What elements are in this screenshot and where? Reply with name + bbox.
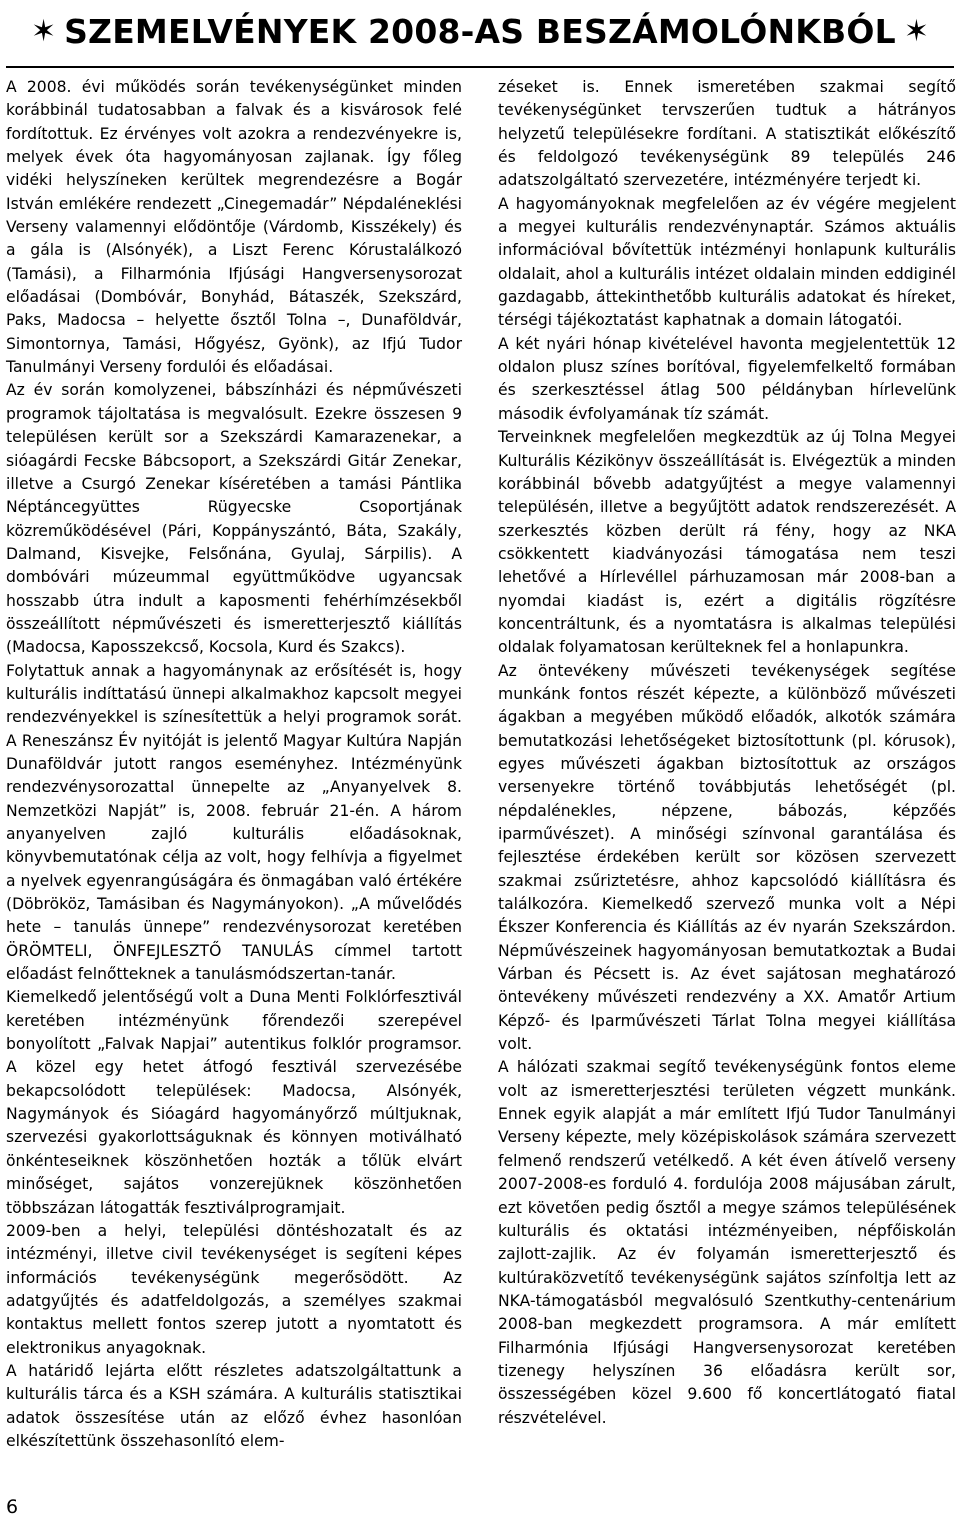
paragraph: Kiemelkedő jelentőségű volt a Duna Menti Folklórfesztivál keretében intézményünk főrendezői szerepével bonyolított „Falvak Napjai” autentikus folklór programsor. A közel egy hetet átfogó fesztivál szervezésébe bekapcsolódott települések: Madocsa, Alsónyék, Nagymányok és Sióagárd hagyományőrző múltjuknak, szervezési gyakorlottságuknak és könnyen motiválható önkénteseiknek köszönhetően hozták a tőlük elvárt minőséget, sajátos vonzerejüknek köszönhetően többszázan látogatták fesztiválprogramjait.	[6, 988, 462, 1217]
header-divider	[6, 66, 954, 68]
paragraph: A 2008. évi működés során tevékenységünket minden korábbinál tudatosabban a falvak és a kisvárosok felé fordítottuk. Ez érvényes volt azokra a rendezvényekre is, melyek évek óta hagyományosan zajlanak. Így főleg vidéki helyszíneken kerültek megrendezésre a Bogár István emlékére rendezett „Cinegemadár” Népdaléneklési Verseny valamennyi elődöntője (Várdomb, Kisszékely) és a gála is (Alsónyék), a Liszt Ferenc Kórustalálkozó (Tamási), a Filharmónia Ifjúsági Hangversenysorozat előadásai (Dombóvár, Bonyhád, Bátaszék, Szekszárd, Paks, Madocsa – helyette ősztől Tolna –, Dunaföldvár, Simontornya, Tamási, Hőgyész, Gyönk), az Ifjú Tudor Tanulmányi Verseny fordulói és előadásai.	[6, 78, 462, 377]
paragraph: Folytattuk annak a hagyománynak az erősítését is, hogy kulturális indíttatású ünnepi alkalmakhoz kapcsolt megyei rendezvényekkel is színesítettük a helyi programok sorát. A Reneszánsz Év nyitóját is jelentő Magyar Kultúra Napján Dunaföldvár jutott rangos eseményhez. Intézményünk rendezvénysorozattal ünnepelte az „Anyanyelvek 8. Nemzetközi Napját” is, 2008. február 21-én. A három anyanyelven zajló kulturális előadásoknak, könyvbemutatónak célja az volt, hogy felhívja a figyelmet a nyelvek egyenrangúságára és önmagában való értékére (Döbrököz, Tamásiban és Nagymányokon). „A művelődés hete – tanulás ünnepe” rendezvénysorozat keretében ÖRÖMTELI, ÖNFEJLESZTŐ TANULÁS címmel tartott előadást felnőtteknek a tanulásmódszertan-tanár.	[6, 661, 462, 984]
paragraph: Az öntevékeny művészeti tevékenységek segítése munkánk fontos részét képezte, a különböző művészeti ágakban a megyében működő előadók, alkotók számára bemutatkozási lehetőségeket biztosítottunk (pl. kórusok), egyes művészeti ágakban biztosítottuk az országos versenyekre történő továbbjutás lehetőségét (pl. népdalénekles, népzene, bábozás, képzőés iparművészet). A minőségi színvonal garantálása és fejlesztése érdekében került sor közösen szervezett szakmai zsűriztetésre, ahhoz kapcsolódó kiállításra és találkozóra. Kiemelkedő szervező munka volt a Népi Ékszer Konferencia és Kiállítás az év nyarán Szekszárdon. Népművészeinek hagyományosan bemutatkoztak a Budai Várban és Pécsett is. Az évet sajátosan meghatározó öntevékeny művészeti rendezvény a XX. Amatőr Artium Képző- és Iparművészeti Tárlat Tolna megyei kiállítása volt.	[498, 661, 956, 1054]
paragraph: A hálózati szakmai segítő tevékenységünk fontos eleme volt az ismeretterjesztési területen végzett munkánk. Ennek egyik alapját a már említett Ifjú Tudor Tanulmányi Verseny képezte, mely középiskolások számára szervezett felmenő rendszerű vetélkedő. A két éven átívelő verseny 2007-2008-es forduló 4. fordulója 2008 májusában zárult, ezt követően pedig ősztől a megye számos településének kulturális és oktatási intézményeiben, népfőiskolán zajlott-zajlik. Az év folyamán ismeretterjesztő és kultúraközvetítő tevékenységünk sajátos színfoltja lett az NKA-támogatásból megvalósuló Szentkuthy-centenárium 2008-ban megkezdett programsora. A már említett Filharmónia Ifjúsági Hangversenysorozat keretében tizenegy helyszínen 36 előadásra került sor, összességében közel 9.600 fő koncertlátogató fiatal részvételével.	[498, 1058, 956, 1427]
paragraph: zéseket is. Ennek ismeretében szakmai segítő tevékenységünket tervszerűen tudtuk a hátrányos helyzetű településekre fordítani. A statisztikát előkészítő és feldolgozó tevékenységünk 89 település 246 adatszolgáltató szervezetére, intézményére terjedt ki.	[498, 78, 956, 190]
paragraph: A határidő lejárta előtt részletes adatszolgáltattunk a kulturális tárca és a KSH számára. A kulturális statisztikai adatok összesítése után az előző évhez hasonlóan elkészítettünk összehasonlító elem-	[6, 1361, 462, 1450]
paragraph: 2009-ben a helyi, települési döntéshozatalt és az intézményi, illetve civil tevékenységet is segíteni képes információs tevékenységünk megerősödött. Az adatgyűjtés és adatfeldolgozás, a személyes szakmai kontaktus mellett fontos szerep jutott a nyomtatott és elektronikus anyagoknak.	[6, 1221, 462, 1357]
star-icon: ✶	[903, 13, 930, 49]
page-header	[0, 0, 960, 62]
left-column	[6, 76, 462, 1453]
page-number: 6	[6, 1496, 19, 1518]
star-icon: ✶	[30, 13, 57, 49]
paragraph: A két nyári hónap kivételével havonta megjelentettük 12 oldalon plusz színes borítóval, figyelemfelkeltő formában és szerkesztéssel átlag 500 példányban hírlevelünk második évfolyamának tíz számát.	[498, 334, 956, 423]
paragraph: Terveinknek megfelelően megkezdtük az új Tolna Megyei Kulturális Kézikönyv összeállítását is. Elvégeztük a minden korábbinál bővebb adatgyűjtést a megye valamennyi településén, illetve a begyűjtött adatok rendszerezését. A szerkesztés közben derült rá fény, hogy az NKA csökkentett kiadványozási támogatása nem teszi lehetővé a Hírlevéllel párhuzamosan már 2008-ban a nyomdai kiadást is, ezért a digitális rögzítésre koncentráltunk, és a nyomtatásra is alkalmas települési oldalak folyamatosan kerülteknek fel a honlapunkra.	[498, 428, 956, 657]
paragraph: Az év során komolyzenei, bábszínházi és népművészeti programok tájoltatása is megvalósult. Ezekre összesen 9 településen került sor a Szekszárdi Kamarazenekar, a sióagárdi Fecske Bábcsoport, a Szekszárdi Gitár Zenekar, illetve a Csurgó Zenekar kíséretében a tamási Pántlika Néptáncegyüttes Rügyecske Csoportjának közreműködésével (Pári, Koppányszántó, Báta, Szakály, Dalmand, Kisvejke, Felsőnána, Gyulaj, Sárpilis). A dombóvári múzeummal együttműködve ugyancsak hosszabb útra indult a kaposmenti fehérhímzésekből összeállított népművészeti és ismeretterjesztő kiállítás (Madocsa, Kaposszekcső, Kocsola, Kurd és Szakcs).	[6, 381, 462, 657]
page-title: SZEMELVÉNYEK 2008-AS BESZÁMOLÓNKBÓL	[64, 11, 896, 51]
right-column	[498, 76, 956, 1430]
paragraph: A hagyományoknak megfelelően az év végére megjelent a megyei kulturális rendezvénynaptár. Számos aktuális információval bővítettük intézményi honlapunk kulturális oldalait, ahol a kulturális intézet oldalain minden eddiginél gazdagabb, áttekinthetőbb kulturális adatokat és híreket, térségi tájékoztatást kaphatnak a domain látogatói.	[498, 194, 956, 330]
